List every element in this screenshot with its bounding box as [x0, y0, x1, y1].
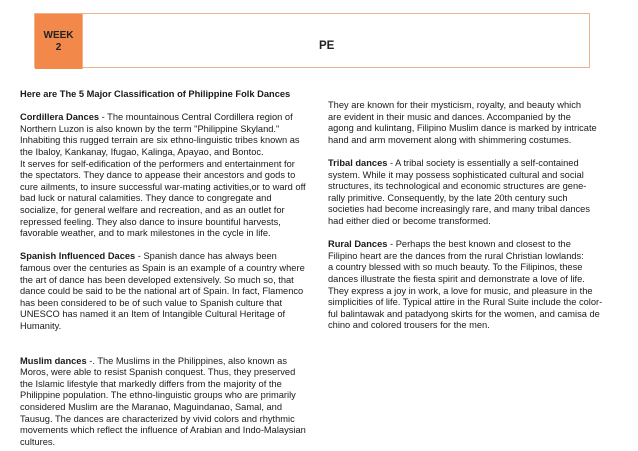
intro-heading: Here are The 5 Major Classification of Philippine Folk Dances [20, 89, 291, 99]
left-column [20, 89, 316, 448]
cordillera-section [20, 112, 316, 240]
spanish-section [20, 251, 316, 332]
muslim-continued: They are known for their mysticism, royalty, and beauty which are evident in their music and dances. Accompanied by the agong and kulintang, Filipino Muslim dance is marked by intricate hand and arm movement along with shimmering costumes. [328, 100, 597, 145]
rural-text: - Perhaps the best known and closest to the Filipino heart are the dances from the rural Christian lowlands: a country blessed with so much beauty. To the Filipinos, these dances illustrate the fiesta spirit and demonstrate a love of life. They express a joy in work, a love for music, and pleasure in the simplicities of life. Typical attire in the Rural Suite include the color- ful balintawak and patadyong skirts for the women, and camisa de chino and colored trousers for the men. [328, 239, 603, 331]
muslim-section [20, 356, 316, 449]
muslim-text: -. The Muslims in the Philippines, also known as Moros, were able to resist Spanish conquest. Thus, they preserved the Islamic lifestyle that markedly differs from the majority of the Philippine population. The ethno-linguistic groups who are primarily considered Muslim are the Maranao, Maguindanao, Samal, and Tausug. The dances are characterized by vivid colors and rhythmic movements which reflect the influence of Arabian and Indo-Malaysian cultures. [20, 355, 306, 447]
cordillera-text: - The mountainous Central Cordillera region of Northern Luzon is also known by the term "Philippine Skyland." Inhabiting this rugged terrain are six ethno-linguistic tribes known as the Ibaloy, Kankanay, Ifugao, Kalinga, Apayao, and Bontoc. It serves for self-edification of the performers and entertainment for the spectators. They dance to appease their ancestors and gods to cure ailments, to insure successful war-mating activities,or to ward off bad luck or natural calamities. They dance to congregate and socialize, for general welfare and recreation, and as an outlet for repressed feeling. They also dance to insure bountiful harvests, favorable weather, and to mark milestones in the cycle in life. [20, 112, 306, 239]
spanish-text: - Spanish dance has always been famous over the centuries as Spain is an example of a country where the art of dance has been developed extensively. So much so, that dance could be said to be the national art of Spain. In fact, Flamenco has been considered to be of such value to Spanish culture that UNESCO has named it an Item of Intangible Cultural Heritage of Humanity. [20, 251, 305, 331]
spanish-title: Spanish Influenced Daces [20, 251, 136, 262]
muslim-title: Muslim dances [20, 355, 87, 366]
rural-title: Rural Dances [328, 239, 388, 250]
week-label: WEEK [43, 29, 74, 41]
right-column [328, 100, 628, 332]
week-number: 2 [55, 41, 62, 53]
subject-title: PE [319, 40, 335, 52]
rural-section [328, 239, 628, 332]
cordillera-title: Cordillera Dances [20, 112, 100, 123]
tribal-title: Tribal dances [328, 157, 388, 168]
tribal-text: - A tribal society is essentially a self-contained system. While it may possess sophisticated cultural and social structures, its technological and economic structures are gene- rally primitive. Consequently, by the late 20th century such societies had become increasingly rare, and many tribal dances had either died or become transformed. [328, 157, 591, 226]
tribal-section [328, 158, 628, 228]
week-badge [35, 14, 83, 69]
header-box [34, 13, 590, 68]
